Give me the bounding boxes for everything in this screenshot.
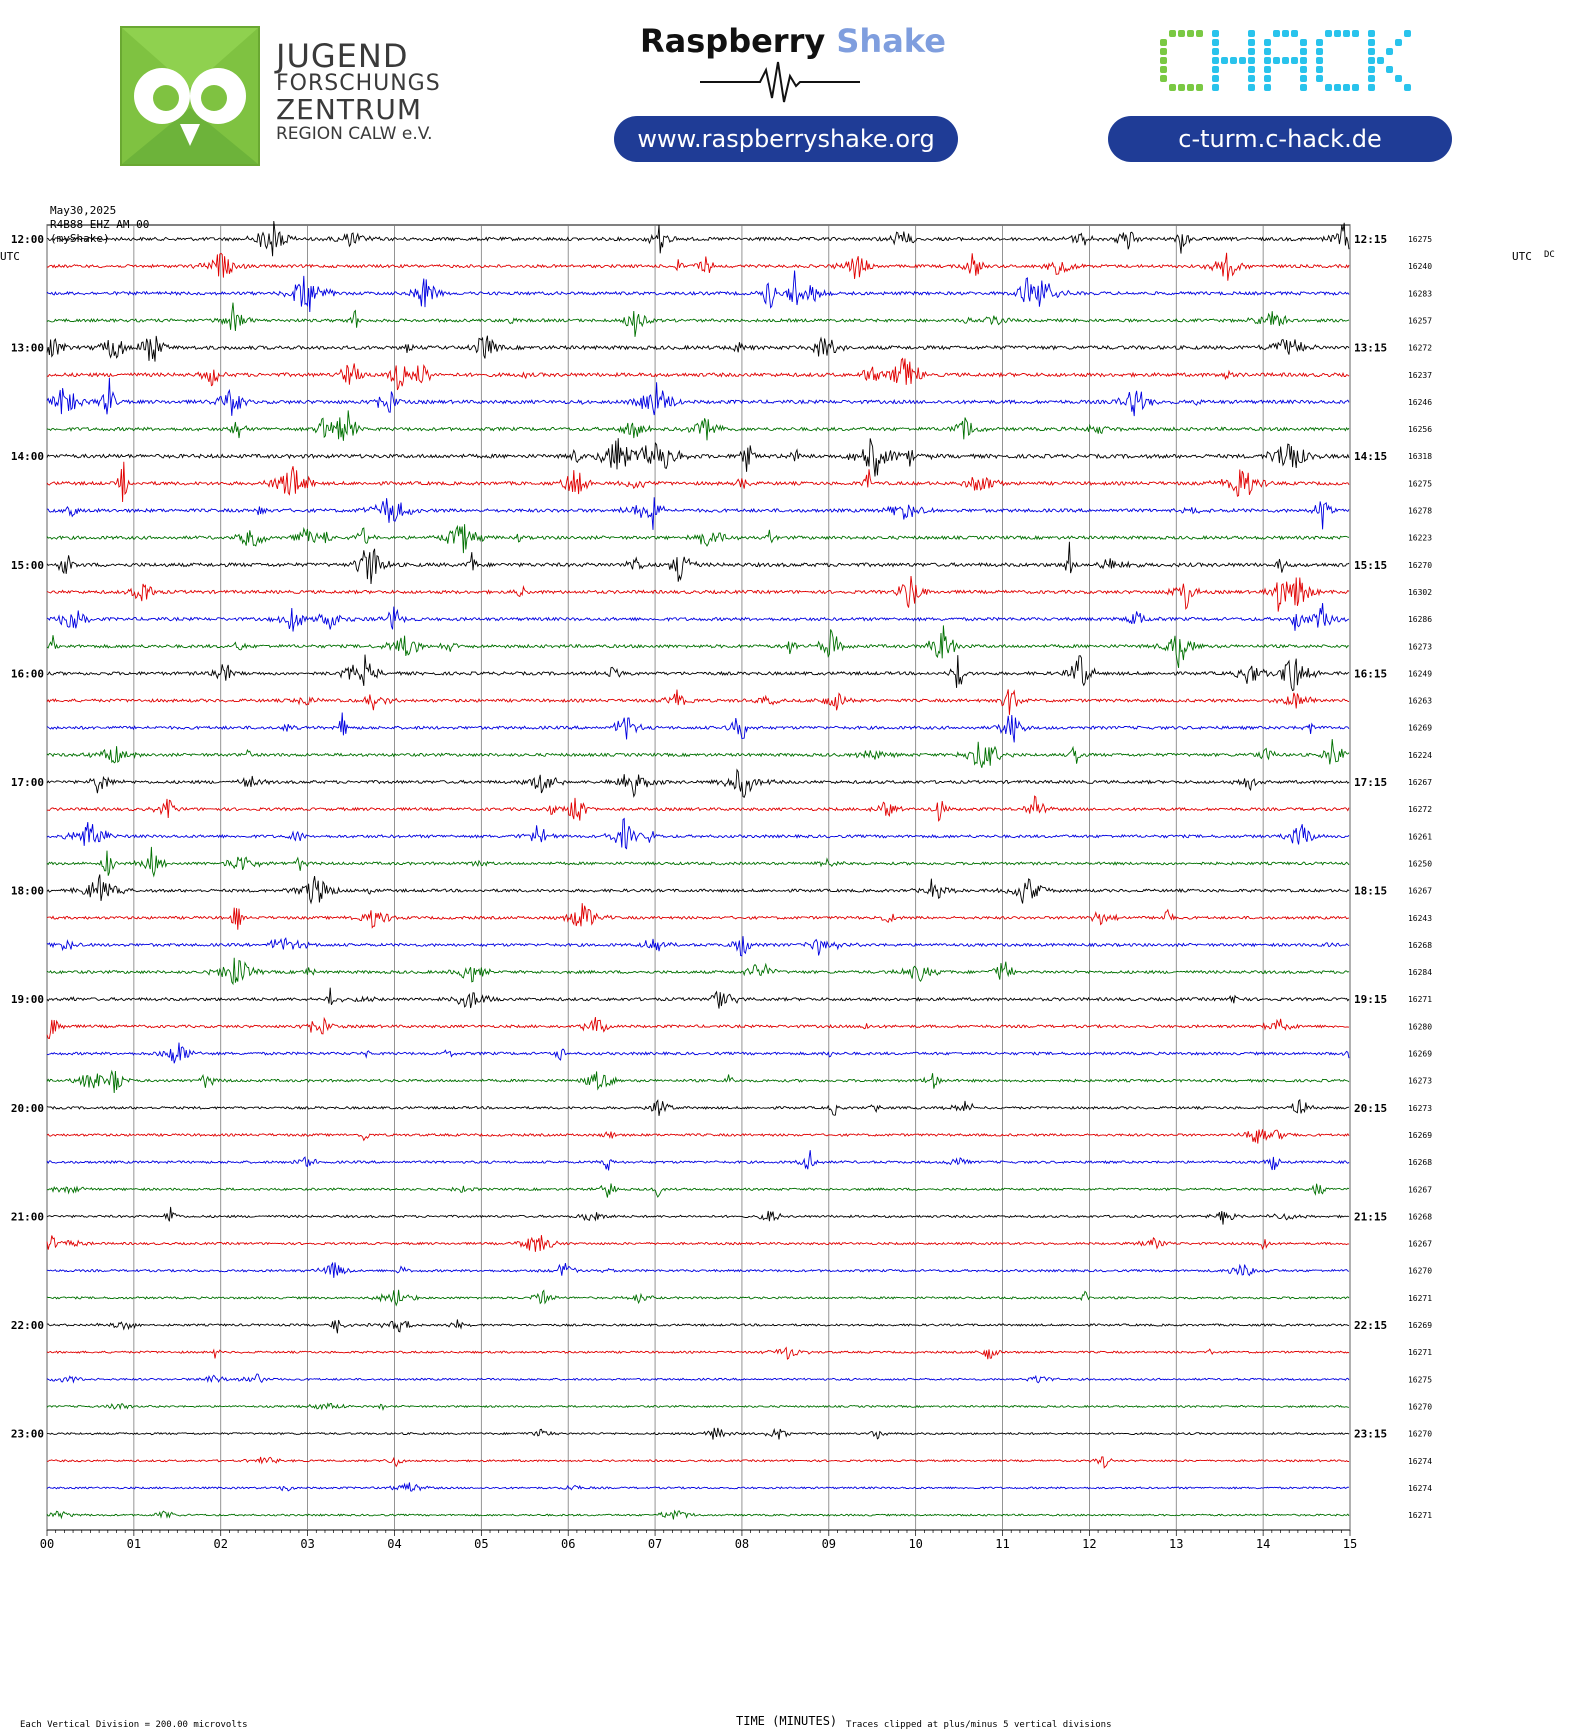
trace-row — [47, 1511, 1349, 1520]
chack-logo-dot — [1300, 75, 1307, 82]
chack-logo-dot — [1404, 30, 1411, 37]
chack-logo-dot — [1239, 57, 1246, 64]
right-hour-label: 15:15 — [1354, 558, 1388, 572]
dc-offset-label: 16275 — [1407, 479, 1433, 489]
left-hour-label: 23:00 — [10, 1427, 44, 1441]
dc-offset-label: 16286 — [1407, 615, 1433, 625]
dc-offset-label: 16272 — [1407, 343, 1433, 353]
chack-logo-dot — [1368, 30, 1375, 37]
chack-logo-dot — [1230, 57, 1237, 64]
left-hour-label: 20:00 — [10, 1101, 44, 1115]
chack-logo — [1160, 30, 1420, 94]
x-axis-label: TIME (MINUTES) — [736, 1714, 838, 1728]
trace-row — [47, 875, 1349, 904]
rs-word-2: Shake — [836, 22, 946, 60]
dc-offset-label: 16240 — [1407, 262, 1433, 272]
dc-offset-label: 16263 — [1407, 696, 1433, 706]
right-hour-label: 13:15 — [1354, 341, 1388, 355]
trace-row — [47, 410, 1349, 440]
dc-offset-label: 16268 — [1407, 940, 1433, 950]
clip-note: Traces clipped at plus/minus 5 vertical divisions — [846, 1720, 1112, 1730]
x-tick-label: 00 — [39, 1537, 55, 1551]
dc-offset-label: 16256 — [1407, 425, 1433, 435]
dc-offset-label: 16302 — [1407, 587, 1433, 597]
chack-logo-dot — [1178, 30, 1185, 37]
trace-row — [47, 655, 1349, 691]
dc-offset-label: 16274 — [1407, 1456, 1433, 1466]
chack-logo-dot — [1386, 48, 1393, 55]
chack-logo-dot — [1300, 57, 1307, 64]
dc-label: DC — [1544, 250, 1555, 260]
chack-logo-dot — [1248, 84, 1255, 91]
trace-row — [47, 1184, 1349, 1198]
trace-row — [47, 359, 1349, 391]
chack-logo-dot — [1264, 84, 1271, 91]
trace-row — [47, 1348, 1349, 1360]
seismic-traces — [47, 221, 1349, 1519]
chack-logo-dot — [1282, 30, 1289, 37]
dc-offset-label: 16267 — [1407, 886, 1433, 896]
trace-row — [47, 1457, 1349, 1468]
station-info — [50, 204, 149, 246]
chack-logo-dot — [1248, 75, 1255, 82]
chack-logo-dot — [1212, 84, 1219, 91]
dc-offset-label: 16273 — [1407, 1103, 1433, 1113]
dc-offset-label: 16270 — [1407, 1429, 1433, 1439]
chack-logo-dot — [1395, 75, 1402, 82]
chack-logo-dot — [1264, 66, 1271, 73]
seismic-wave-icon — [700, 60, 860, 104]
chack-logo-dot — [1212, 75, 1219, 82]
chack-logo-dot — [1368, 84, 1375, 91]
chack-logo-dot — [1282, 57, 1289, 64]
raspberry-shake-logo-text — [640, 22, 946, 60]
x-tick-label: 11 — [995, 1537, 1010, 1551]
dc-offset-label: 16274 — [1407, 1483, 1433, 1493]
dc-offset-label: 16280 — [1407, 1022, 1433, 1032]
dc-offset-label: 16249 — [1407, 669, 1433, 679]
trace-row — [47, 271, 1349, 313]
chart-grid — [47, 225, 1350, 1536]
chack-logo-dot — [1160, 66, 1167, 73]
x-tick-label: 05 — [474, 1537, 489, 1551]
plot-frame — [47, 225, 1350, 1530]
trace-row — [47, 689, 1349, 715]
chack-logo-dot — [1334, 30, 1341, 37]
dc-offset-label: 16268 — [1407, 1212, 1433, 1222]
trace-row — [47, 253, 1349, 281]
x-tick-label: 13 — [1169, 1537, 1184, 1551]
x-tick-label: 14 — [1255, 1537, 1271, 1551]
chack-logo-dot — [1248, 30, 1255, 37]
chack-logo-dot — [1196, 30, 1203, 37]
chack-logo-dot — [1196, 84, 1203, 91]
trace-row — [47, 603, 1349, 632]
dc-offset-label: 16237 — [1407, 370, 1433, 380]
x-tick-label: 15 — [1342, 1537, 1358, 1551]
left-hour-label: 18:00 — [10, 884, 44, 898]
station-name: (myShake) — [50, 232, 110, 245]
utc-label-left: UTC — [0, 250, 20, 263]
jfz-line-1: JUGEND — [276, 37, 409, 75]
trace-row — [47, 576, 1349, 612]
x-tick-label: 12 — [1082, 1537, 1097, 1551]
chack-logo-dot — [1316, 39, 1323, 46]
dc-offset-label: 16269 — [1407, 723, 1433, 733]
chack-logo-dot — [1178, 84, 1185, 91]
dc-offset-label: 16284 — [1407, 968, 1433, 978]
chack-logo-dot — [1248, 39, 1255, 46]
chack-logo-dot — [1377, 57, 1384, 64]
dc-offset-label: 16224 — [1407, 750, 1433, 760]
trace-row — [47, 303, 1349, 337]
trace-row — [47, 819, 1349, 849]
trace-row — [47, 903, 1349, 930]
chack-logo-dot — [1160, 48, 1167, 55]
chack-logo-dot — [1334, 84, 1341, 91]
dc-offset-label: 16273 — [1407, 642, 1433, 652]
dc-offset-label: 16257 — [1407, 316, 1433, 326]
x-tick-label: 08 — [734, 1537, 750, 1551]
chack-logo-dot — [1248, 48, 1255, 55]
trace-row — [47, 1043, 1349, 1064]
dc-offset-label: 16269 — [1407, 1130, 1433, 1140]
trace-row — [47, 438, 1349, 476]
chack-logo-dot — [1368, 39, 1375, 46]
trace-row — [47, 497, 1349, 530]
left-hour-label: 12:00 — [10, 233, 44, 246]
dc-offset-label: 16270 — [1407, 1266, 1433, 1276]
dc-offset-label: 16318 — [1407, 452, 1433, 462]
station-date: May30,2025 — [50, 204, 117, 217]
trace-row — [47, 1071, 1349, 1093]
trace-row — [47, 936, 1349, 956]
dc-offset-label: 16275 — [1407, 235, 1433, 244]
chack-logo-dot — [1160, 75, 1167, 82]
trace-row — [47, 1374, 1349, 1383]
x-tick-label: 07 — [647, 1537, 663, 1551]
chack-logo-dot — [1368, 57, 1375, 64]
utc-label-right: UTC — [1512, 250, 1532, 263]
dc-offset-label: 16269 — [1407, 1049, 1433, 1059]
right-hour-label: 20:15 — [1354, 1101, 1388, 1115]
chack-logo-dot — [1368, 66, 1375, 73]
dc-offset-label: 16271 — [1407, 1348, 1433, 1358]
dc-offset-label: 16278 — [1407, 506, 1433, 516]
dc-offset-label: 16271 — [1407, 995, 1433, 1005]
chack-logo-dot — [1316, 66, 1323, 73]
trace-row — [47, 462, 1349, 502]
right-hour-label: 17:15 — [1354, 776, 1388, 789]
chack-logo-dot — [1300, 66, 1307, 73]
chack-logo-dot — [1187, 84, 1194, 91]
dc-offset-label: 16243 — [1407, 913, 1433, 923]
chack-logo-dot — [1325, 84, 1332, 91]
chack-logo-dot — [1395, 39, 1402, 46]
chack-logo-dot — [1300, 84, 1307, 91]
trace-row — [47, 770, 1349, 798]
left-hour-label: 19:00 — [10, 993, 44, 1007]
chack-logo-dot — [1264, 75, 1271, 82]
trace-row — [47, 796, 1349, 821]
right-hour-label: 21:15 — [1354, 1210, 1388, 1224]
dc-offset-label: 16273 — [1407, 1076, 1433, 1086]
trace-row — [47, 1262, 1349, 1277]
dc-offset-label: 16272 — [1407, 805, 1433, 815]
right-hour-label: 18:15 — [1354, 884, 1388, 898]
chack-logo-dot — [1248, 66, 1255, 73]
jfz-line-4: REGION CALW e.V. — [276, 124, 433, 144]
trace-row — [47, 524, 1349, 553]
chack-logo-dot — [1291, 30, 1298, 37]
left-hour-label: 16:00 — [10, 667, 44, 681]
chack-logo-dot — [1368, 48, 1375, 55]
scale-note: Each Vertical Division = 200.00 microvolts — [20, 1720, 248, 1730]
chack-logo-dot — [1264, 48, 1271, 55]
right-hour-label: 16:15 — [1354, 667, 1388, 681]
left-hour-label: 21:00 — [10, 1210, 44, 1224]
trace-row — [47, 1428, 1349, 1440]
dc-offset-label: 16267 — [1407, 1185, 1433, 1195]
x-tick-label: 09 — [821, 1537, 837, 1551]
chack-logo-dot — [1300, 39, 1307, 46]
chack-logo-dot — [1212, 39, 1219, 46]
dc-offset-label: 16269 — [1407, 1321, 1433, 1330]
chack-logo-dot — [1212, 57, 1219, 64]
x-tick-label: 03 — [300, 1537, 315, 1551]
chack-logo-dot — [1187, 30, 1194, 37]
chack-logo-dot — [1221, 57, 1228, 64]
right-hour-label: 23:15 — [1354, 1427, 1388, 1441]
dc-offset-label: 16270 — [1407, 1402, 1433, 1412]
dc-offset-label: 16267 — [1407, 778, 1433, 787]
chack-logo-dot — [1264, 39, 1271, 46]
right-hour-label: 22:15 — [1354, 1319, 1388, 1332]
chack-logo-dot — [1212, 66, 1219, 73]
trace-row — [47, 625, 1349, 668]
raspberryshake-url-pill[interactable]: www.raspberryshake.org — [614, 116, 958, 162]
dc-offset-label: 16271 — [1407, 1511, 1433, 1521]
chack-url-pill[interactable]: c-turm.c-hack.de — [1108, 116, 1452, 162]
chack-logo-dot — [1264, 57, 1271, 64]
right-hour-label: 12:15 — [1354, 233, 1388, 246]
jfz-logo — [120, 26, 260, 166]
dc-offset-label: 16223 — [1407, 533, 1433, 543]
station-channel: R4B88 EHZ AM 00 — [50, 218, 150, 231]
left-hour-label: 13:00 — [10, 341, 44, 355]
chack-logo-dot — [1169, 30, 1176, 37]
trace-row — [47, 988, 1349, 1009]
left-hour-label: 17:00 — [10, 776, 44, 789]
trace-row — [47, 1207, 1349, 1225]
trace-row — [47, 1483, 1349, 1492]
dc-offset-label: 16261 — [1407, 832, 1433, 842]
trace-row — [47, 1290, 1349, 1305]
x-tick-label: 04 — [387, 1537, 402, 1551]
trace-row — [47, 1100, 1349, 1116]
trace-row — [47, 221, 1349, 256]
chack-logo-dot — [1368, 75, 1375, 82]
trace-row — [47, 1129, 1349, 1143]
left-hour-label: 15:00 — [10, 558, 44, 572]
x-tick-label: 10 — [908, 1537, 923, 1551]
chack-logo-dot — [1352, 30, 1359, 37]
jfz-line-2: FORSCHUNGS — [276, 71, 441, 96]
chack-logo-dot — [1273, 57, 1280, 64]
owl-icon — [122, 28, 258, 164]
left-hour-label: 22:00 — [10, 1319, 44, 1332]
jfz-line-3: ZENTRUM — [276, 93, 423, 126]
x-tick-label: 01 — [126, 1537, 142, 1551]
chack-logo-dot — [1316, 48, 1323, 55]
trace-row — [47, 1320, 1349, 1334]
rs-word-1: Raspberry — [640, 22, 826, 60]
chack-logo-dot — [1160, 39, 1167, 46]
trace-row — [47, 336, 1349, 362]
dc-offset-label: 16270 — [1407, 560, 1433, 570]
chack-logo-dot — [1404, 84, 1411, 91]
trace-row — [47, 713, 1349, 743]
left-hour-label: 14:00 — [10, 450, 44, 464]
trace-row — [47, 1235, 1349, 1252]
trace-row — [47, 958, 1349, 984]
dc-offset-label: 16267 — [1407, 1239, 1433, 1249]
trace-row — [47, 378, 1349, 416]
chack-logo-dot — [1343, 84, 1350, 91]
chack-logo-dot — [1325, 30, 1332, 37]
jfz-wordmark — [276, 37, 441, 144]
chack-logo-dot — [1212, 30, 1219, 37]
trace-row — [47, 1150, 1349, 1170]
chack-logo-dot — [1316, 75, 1323, 82]
chack-logo-dot — [1316, 57, 1323, 64]
trace-row — [47, 739, 1349, 768]
dc-offset-label: 16275 — [1407, 1375, 1433, 1385]
chack-logo-dot — [1212, 48, 1219, 55]
chack-logo-dot — [1169, 84, 1176, 91]
chack-logo-dot — [1343, 30, 1350, 37]
trace-row — [47, 1404, 1349, 1410]
chack-logo-dot — [1291, 57, 1298, 64]
trace-row — [47, 847, 1349, 876]
x-tick-label: 06 — [560, 1537, 576, 1551]
dc-offset-label: 16246 — [1407, 397, 1433, 407]
x-tick-label: 02 — [213, 1537, 228, 1551]
trace-row — [47, 542, 1349, 584]
dc-offset-label: 16283 — [1407, 289, 1433, 299]
chack-logo-dot — [1352, 84, 1359, 91]
chack-logo-dot — [1248, 57, 1255, 64]
right-hour-label: 14:15 — [1354, 450, 1388, 464]
right-hour-label: 19:15 — [1354, 993, 1388, 1007]
chack-logo-dot — [1160, 57, 1167, 64]
chack-logo-dot — [1386, 66, 1393, 73]
dc-offset-label: 16268 — [1407, 1158, 1433, 1168]
chack-logo-dot — [1273, 30, 1280, 37]
trace-row — [47, 1017, 1349, 1038]
dc-offset-label: 16271 — [1407, 1293, 1433, 1303]
dc-offset-label: 16250 — [1407, 859, 1433, 869]
helicorder-chart — [0, 180, 1570, 1732]
chack-logo-dot — [1300, 48, 1307, 55]
